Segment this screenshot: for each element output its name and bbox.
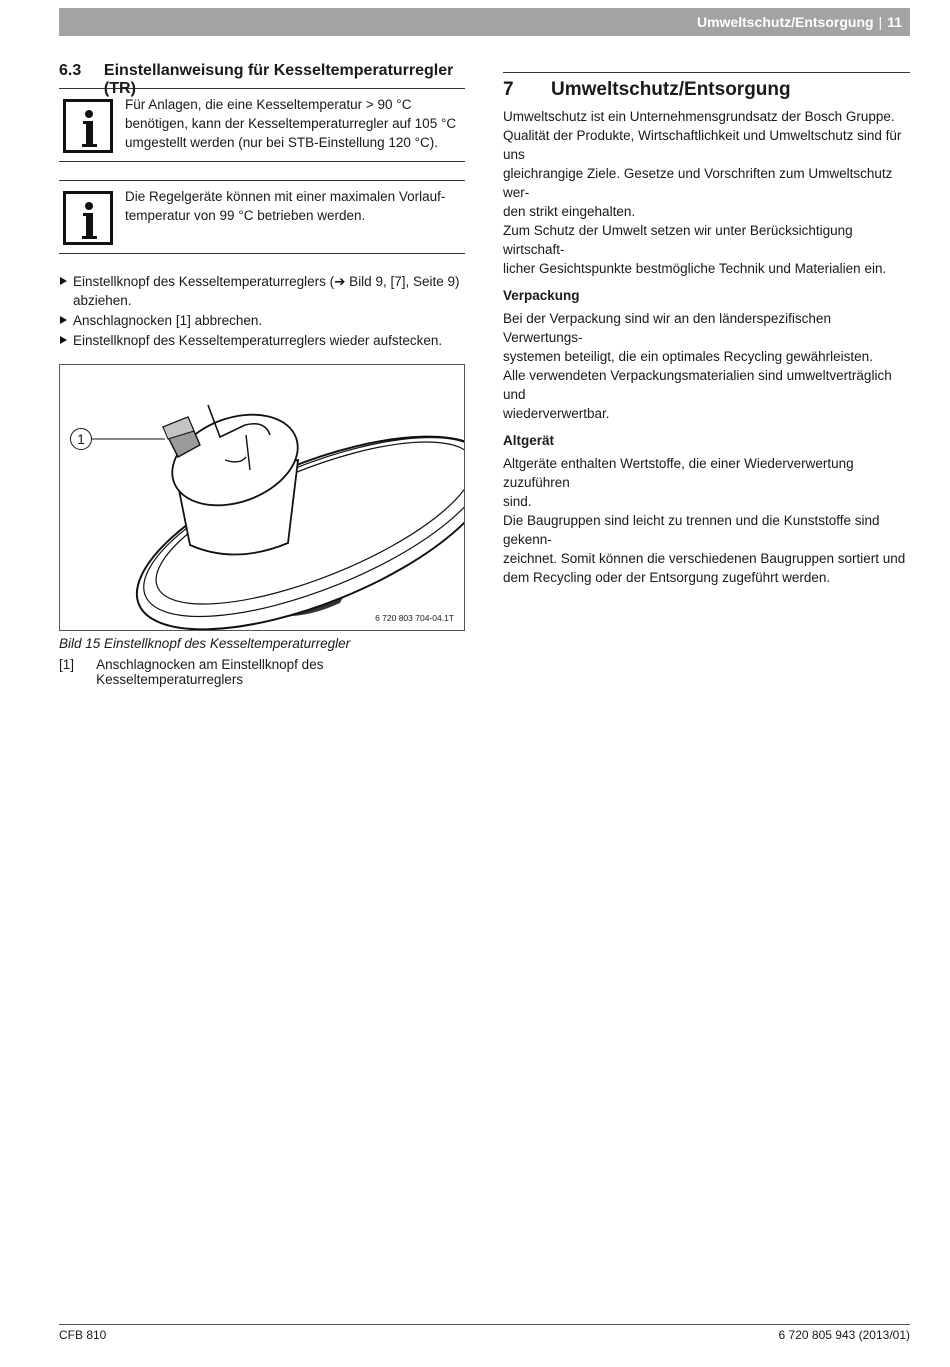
figure-knob-illustration [59, 364, 465, 631]
section-heading-6-3 [59, 62, 465, 97]
header-page-number: 11 [887, 14, 902, 30]
chapter-heading-7 [503, 72, 910, 101]
info-icon [63, 99, 113, 153]
text-line: zeichnet. Somit können die verschiedenen Baugruppen sortiert und [503, 551, 906, 566]
text-line: Umweltschutz ist ein Unternehmensgrundsatz der Bosch Gruppe. [503, 109, 895, 124]
arrow-bullet-icon [60, 336, 67, 344]
section-title: Einstellanweisung für Kesseltemperaturregler (TR) [103, 62, 454, 97]
left-column [59, 62, 465, 687]
text-line: wiederverwertbar. [503, 406, 610, 421]
footer-document-number: 6 720 805 943 (2013/01) [778, 1328, 910, 1342]
info-line: benötigen, kann der Kesseltemperaturregler auf 105 °C [125, 116, 457, 131]
instruction-steps [59, 272, 465, 350]
section-number: 6.3 [59, 62, 82, 79]
text-line: Altgeräte enthalten Wertstoffe, die einer Wiederverwertung zuzuführen [503, 456, 854, 490]
subheading-packaging: Verpackung [503, 288, 580, 303]
info-icon [63, 191, 113, 245]
text-line: Bei der Verpackung sind wir an den länderspezifischen Verwertungs- [503, 311, 831, 345]
text-line: Qualität der Produkte, Wirtschaftlichkeit und Umweltschutz sind für uns [503, 128, 902, 162]
info-box-flow-temperature [59, 180, 465, 254]
info-line: Für Anlagen, die eine Kesseltemperatur > 90 °C [125, 97, 412, 112]
step-item [59, 272, 465, 310]
arrow-bullet-icon [60, 316, 67, 324]
info-line: temperatur von 99 °C betrieben werden. [125, 208, 366, 223]
info-text [125, 95, 456, 153]
step-text: Anschlagnocken [1] abbrechen. [73, 313, 263, 328]
knob-illustration [60, 365, 464, 630]
intro-paragraph [503, 107, 910, 278]
info-box-temperature [59, 88, 465, 162]
arrow-bullet-icon [60, 277, 67, 285]
figure-code: 6 720 803 704-04.1T [375, 613, 454, 623]
callout-number: 1 [70, 428, 92, 450]
text-line: Die Baugruppen sind leicht zu trennen und die Kunststoffe sind gekenn- [503, 513, 880, 547]
info-text [125, 187, 445, 245]
step-text: Einstellknopf des Kesseltemperaturreglers wieder aufstecken. [73, 333, 443, 348]
right-column [503, 72, 910, 587]
text-line: Alle verwendeten Verpackungsmaterialien sind umweltverträglich und [503, 368, 892, 402]
header-bar [59, 8, 910, 36]
packaging-paragraph [503, 309, 910, 423]
figure-legend [59, 657, 465, 687]
subheading-old-unit: Altgerät [503, 433, 555, 448]
legend-text: Anschlagnocken am Einstellknopf des Kesseltemperaturreglers [96, 657, 324, 687]
text-line: den strikt eingehalten. [503, 204, 636, 219]
legend-key: [1] [59, 657, 75, 672]
step-text: Einstellknopf des Kesseltemperaturreglers (➔ Bild 9, [7], Seite 9) [73, 274, 460, 289]
footer-model: CFB 810 [59, 1328, 107, 1342]
chapter-title: Umweltschutz/Entsorgung [551, 79, 791, 100]
step-text: abziehen. [73, 293, 132, 308]
step-item [59, 331, 465, 350]
header-section: Umweltschutz/Entsorgung [696, 14, 874, 30]
text-line: sind. [503, 494, 532, 509]
chapter-number: 7 [503, 79, 514, 100]
text-line: Zum Schutz der Umwelt setzen wir unter Berücksichtigung wirtschaft- [503, 223, 853, 257]
text-line: gleichrangige Ziele. Gesetze und Vorschriften zum Umweltschutz wer- [503, 166, 893, 200]
text-line: systemen beteiligt, die ein optimales Recycling gewährleisten. [503, 349, 873, 364]
info-line: Die Regelgeräte können mit einer maximalen Vorlauf- [125, 189, 446, 204]
old-unit-paragraph [503, 454, 910, 587]
header-separator: | [878, 14, 883, 30]
figure-caption: Bild 15 Einstellknopf des Kesseltemperaturregler [59, 636, 351, 651]
info-line: umgestellt werden (nur bei STB-Einstellung 120 °C). [125, 135, 439, 150]
text-line: licher Gesichtspunkte bestmögliche Technik und Materialien ein. [503, 261, 887, 276]
footer-divider [59, 1324, 910, 1325]
step-item [59, 311, 465, 330]
text-line: dem Recycling oder der Entsorgung zugeführt werden. [503, 570, 831, 585]
